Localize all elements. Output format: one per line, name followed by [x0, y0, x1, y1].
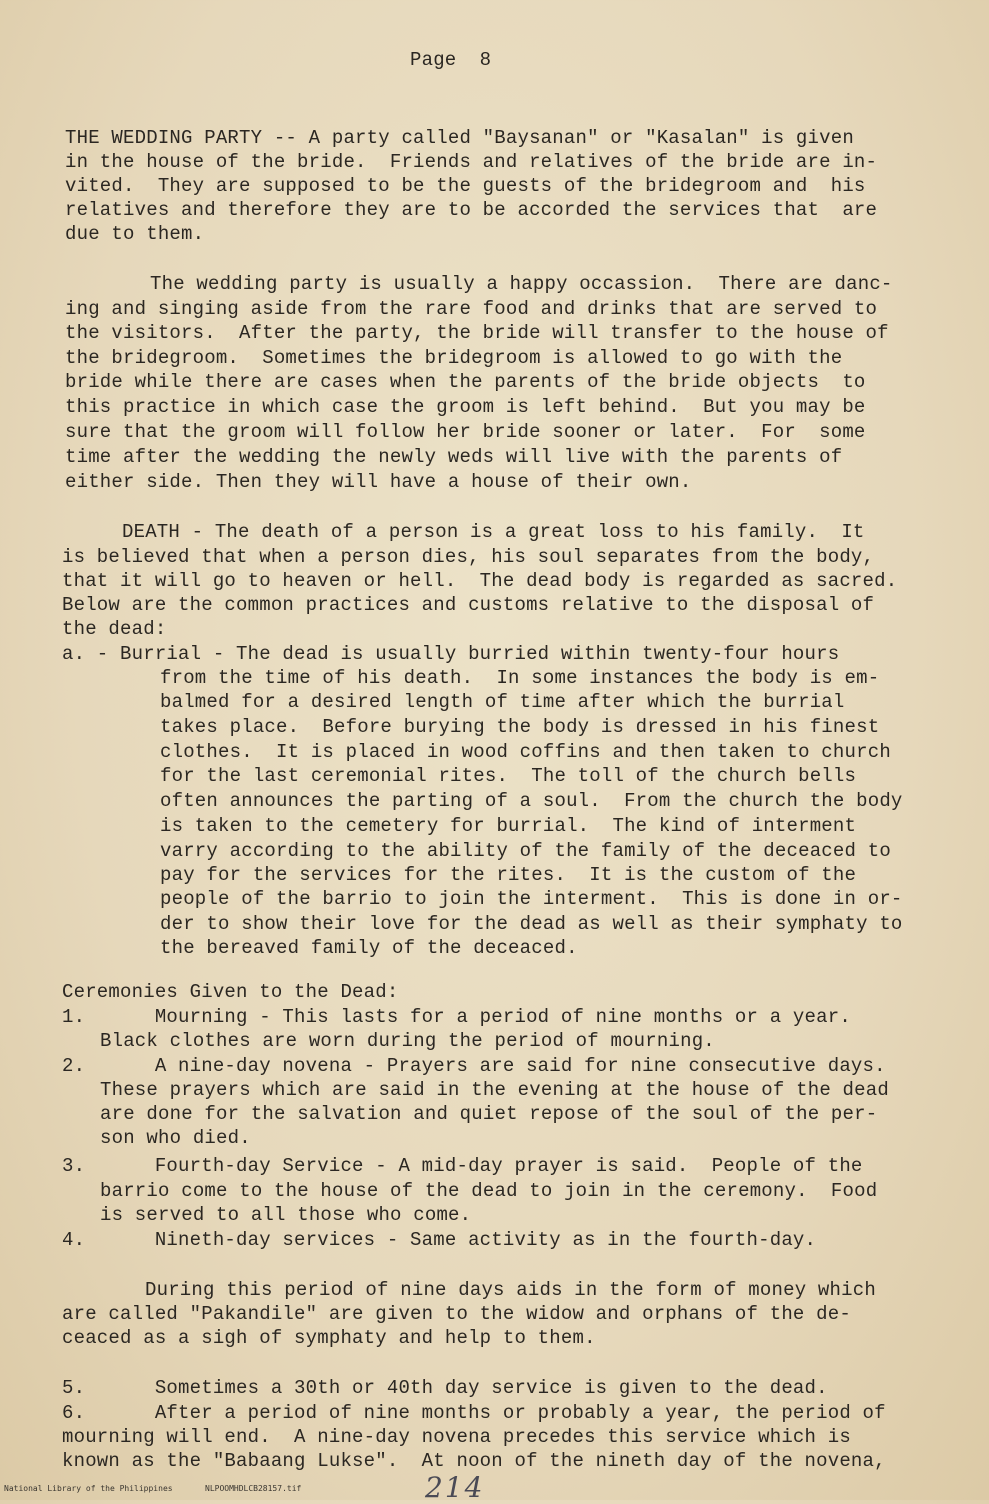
section-heading: Ceremonies Given to the Dead: — [62, 981, 399, 1003]
text-line: the bridegroom. Sometimes the bridegroom is allowed to go with the — [65, 347, 843, 369]
text-line: balmed for a desired length of time after which the burrial — [160, 691, 845, 713]
text-line: is served to all those who come. — [100, 1204, 472, 1226]
text-line: time after the wedding the newly weds will live with the parents of — [65, 446, 843, 468]
text-line: Black clothes are worn during the period of mourning. — [100, 1030, 715, 1052]
text-line: pay for the services for the rites. It is the custom of the — [160, 864, 857, 886]
text-line: is believed that when a person dies, his soul separates from the body, — [62, 546, 875, 568]
text-line: in the house of the bride. Friends and relatives of the bride are in- — [65, 151, 878, 173]
text-line: is taken to the cemetery for burrial. The kind of interment — [160, 815, 857, 837]
text-line: 2. A nine-day novena - Prayers are said for nine consecutive days. — [62, 1055, 886, 1077]
text-line: DEATH - The death of a person is a great loss to his family. It — [122, 521, 865, 543]
text-line: for the last ceremonial rites. The toll of the church bells — [160, 765, 857, 787]
text-line: sure that the groom will follow her bride sooner or later. For some — [65, 421, 866, 443]
text-line: are called "Pakandile" are given to the widow and orphans of the de- — [62, 1303, 851, 1325]
text-line: from the time of his death. In some instances the body is em- — [160, 667, 880, 689]
text-line: During this period of nine days aids in the form of money which — [145, 1279, 876, 1301]
text-line: people of the barrio to join the interment. This is done in or- — [160, 888, 903, 910]
text-line: vited. They are supposed to be the guests of the bridegroom and his — [65, 175, 866, 197]
text-line: ing and singing aside from the rare food and drinks that are served to — [65, 298, 878, 320]
handwritten-page-number: 214 — [425, 1471, 485, 1504]
text-line: 6. After a period of nine months or probably a year, the period of — [62, 1402, 886, 1424]
text-line: These prayers which are said in the evening at the house of the dead — [100, 1079, 889, 1101]
text-line: varry according to the ability of the family of the deceaced to — [160, 840, 891, 862]
text-line: this practice in which case the groom is left behind. But you may be — [65, 396, 866, 418]
text-line: barrio come to the house of the dead to join in the ceremony. Food — [100, 1180, 878, 1202]
text-line: often announces the parting of a soul. From the church the body — [160, 790, 903, 812]
footer-filename: NLPOOMHDLCB28157.tif — [205, 1484, 302, 1493]
text-line: either side. Then they will have a house of their own. — [65, 471, 692, 493]
text-line: a. - Burrial - The dead is usually burried within twenty-four hours — [62, 643, 840, 665]
text-line: takes place. Before burying the body is dressed in his finest — [160, 716, 880, 738]
text-line: 5. Sometimes a 30th or 40th day service is given to the dead. — [62, 1377, 828, 1399]
text-line: ceaced as a sigh of symphaty and help to them. — [62, 1327, 596, 1349]
text-line: that it will go to heaven or hell. The dead body is regarded as sacred. — [62, 570, 898, 592]
text-line: the dead: — [62, 618, 167, 640]
footer-source: National Library of the Philippines — [4, 1484, 173, 1493]
text-line: mourning will end. A nine-day novena precedes this service which is — [62, 1426, 851, 1448]
text-line: the bereaved family of the deceaced. — [160, 937, 578, 959]
text-line: THE WEDDING PARTY -- A party called "Baysanan" or "Kasalan" is given — [65, 127, 854, 149]
text-line: der to show their love for the dead as well as their symphaty to — [160, 913, 903, 935]
page-number: Page 8 — [410, 49, 492, 71]
text-line: 3. Fourth-day Service - A mid-day prayer is said. People of the — [62, 1155, 863, 1177]
text-line: relatives and therefore they are to be accorded the services that are — [65, 199, 878, 221]
text-line: Below are the common practices and customs relative to the disposal of — [62, 594, 875, 616]
text-line: clothes. It is placed in wood coffins and then taken to church — [160, 741, 891, 763]
text-line: The wedding party is usually a happy occassion. There are danc- — [150, 273, 893, 295]
text-line: are done for the salvation and quiet repose of the soul of the per- — [100, 1103, 878, 1125]
text-line: due to them. — [65, 223, 205, 245]
text-line: known as the "Babaang Lukse". At noon of the nineth day of the novena, — [62, 1450, 886, 1472]
text-line: the visitors. After the party, the bride will transfer to the house of — [65, 322, 889, 344]
text-line: 1. Mourning - This lasts for a period of nine months or a year. — [62, 1006, 851, 1028]
text-line: 4. Nineth-day services - Same activity as in the fourth-day. — [62, 1229, 817, 1251]
text-line: son who died. — [100, 1127, 251, 1149]
text-line: bride while there are cases when the parents of the bride objects to — [65, 371, 866, 393]
